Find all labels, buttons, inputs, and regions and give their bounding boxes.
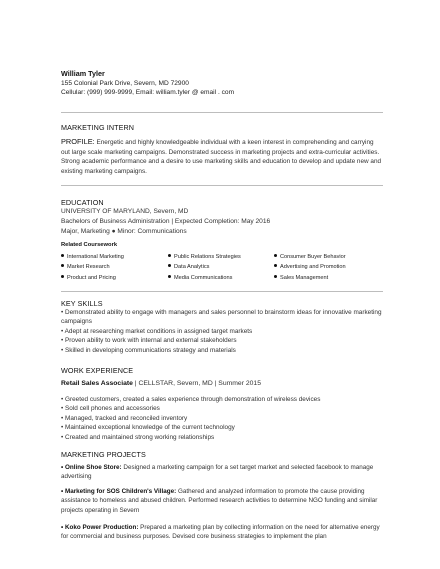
experience-item: • Greeted customers, created a sales experience through demonstration of wireless devices — [61, 396, 321, 403]
experience-role-line — [61, 380, 261, 387]
project-item — [61, 523, 381, 542]
bullet-icon — [274, 275, 277, 278]
experience-list — [61, 395, 391, 442]
experience-role: Retail Sales Associate — [61, 380, 133, 387]
bullet-icon — [168, 254, 171, 257]
contact-line: Cellular: (999) 999-9999, Email: william.tyler @ email . com — [61, 89, 235, 96]
project-text: Prepared a marketing plan by collecting information on the need for alternative energy for commercial and business purposes. Devised core business strategies to implement the plan — [61, 524, 380, 541]
project-item — [61, 463, 381, 482]
project-title: • Koko Power Production: — [61, 524, 139, 531]
coursework-item: Sales Management — [274, 273, 346, 283]
candidate-name: William Tyler — [61, 69, 105, 78]
divider — [61, 185, 383, 186]
experience-item: • Sold cell phones and accessories — [61, 405, 160, 413]
skill-item: • Skilled in developing communications strategy and materials — [61, 346, 236, 354]
profile-text: Energetic and highly knowledgeable individual with a keen interest in comprehending and carrying out large scale marketing campaigns. Demonstrated success in marketing projects and extra-curricular activities. Strong academic performance and a desire to use marketing skills and education to develop and update new and existing marketing campaigns. — [61, 139, 382, 175]
skill-item: • Adept at researching market conditions in assigned target markets — [61, 327, 253, 335]
bullet-icon — [61, 275, 64, 278]
coursework-column-1 — [61, 252, 124, 283]
coursework-column-2 — [168, 252, 241, 283]
coursework-item: Market Research — [61, 262, 124, 272]
coursework-title: Related Coursework — [61, 242, 118, 248]
coursework-column-3 — [274, 252, 346, 283]
address-line: 155 Colonial Park Drive, Severn, MD 72900 — [61, 80, 189, 87]
coursework-item: Product and Pricing — [61, 273, 124, 283]
project-text: Designed a marketing campaign for a set target market and selected facebook to manage advertising — [61, 464, 374, 481]
skills-heading: KEY SKILLS — [61, 299, 103, 308]
skills-list — [61, 308, 391, 355]
bullet-icon — [168, 264, 171, 267]
bullet-icon — [61, 264, 64, 267]
bullet-icon — [61, 254, 64, 257]
education-degree: Bachelors of Business Administration | Expected Completion: May 2016 — [61, 218, 271, 225]
divider — [61, 291, 383, 292]
divider — [61, 112, 383, 113]
projects-heading: MARKETING PROJECTS — [61, 450, 146, 459]
bullet-icon — [274, 254, 277, 257]
project-title: • Marketing for SOS Children's Village: — [61, 488, 177, 495]
bullet-icon — [274, 264, 277, 267]
coursework-item: Consumer Buyer Behavior — [274, 252, 346, 262]
project-text: Gathered and analyzed information to promote the cause providing assistance to homeless and abused children. Performed research activities to determine NGO funding and similar projects operating in Severn — [61, 488, 378, 514]
coursework-item: Public Relations Strategies — [168, 252, 241, 262]
coursework-item: Data Analytics — [168, 262, 241, 272]
experience-item: • Maintained exceptional knowledge of the current technology — [61, 424, 235, 432]
experience-details: | CELLSTAR, Severn, MD | Summer 2015 — [132, 380, 261, 387]
education-major: Major, Marketing ● Minor: Communications — [61, 228, 187, 235]
project-title: • Online Shoe Store: — [61, 464, 122, 471]
coursework-item: International Marketing — [61, 252, 124, 262]
position-title: MARKETING INTERN — [61, 123, 135, 132]
skill-item: • Demonstrated ability to engage with managers and sales personnel to brainstorm ideas for innovative marketing campaigns — [61, 309, 382, 326]
skill-item: • Proven ability to work with internal and external stakeholders — [61, 337, 237, 345]
education-school: UNIVERSITY OF MARYLAND, Severn, MD — [61, 208, 189, 215]
project-item — [61, 487, 381, 515]
experience-item: • Created and maintained strong working relationships — [61, 433, 215, 441]
coursework-item: Advertising and Promotion — [274, 262, 346, 272]
profile-label: PROFILE: — [61, 137, 95, 146]
education-heading: EDUCATION — [61, 198, 104, 207]
profile-paragraph — [61, 137, 383, 176]
experience-item: • Managed, tracked and reconciled inventory — [61, 414, 188, 422]
bullet-icon — [168, 275, 171, 278]
coursework-item: Media Communications — [168, 273, 241, 283]
experience-heading: WORK EXPERIENCE — [61, 366, 134, 375]
